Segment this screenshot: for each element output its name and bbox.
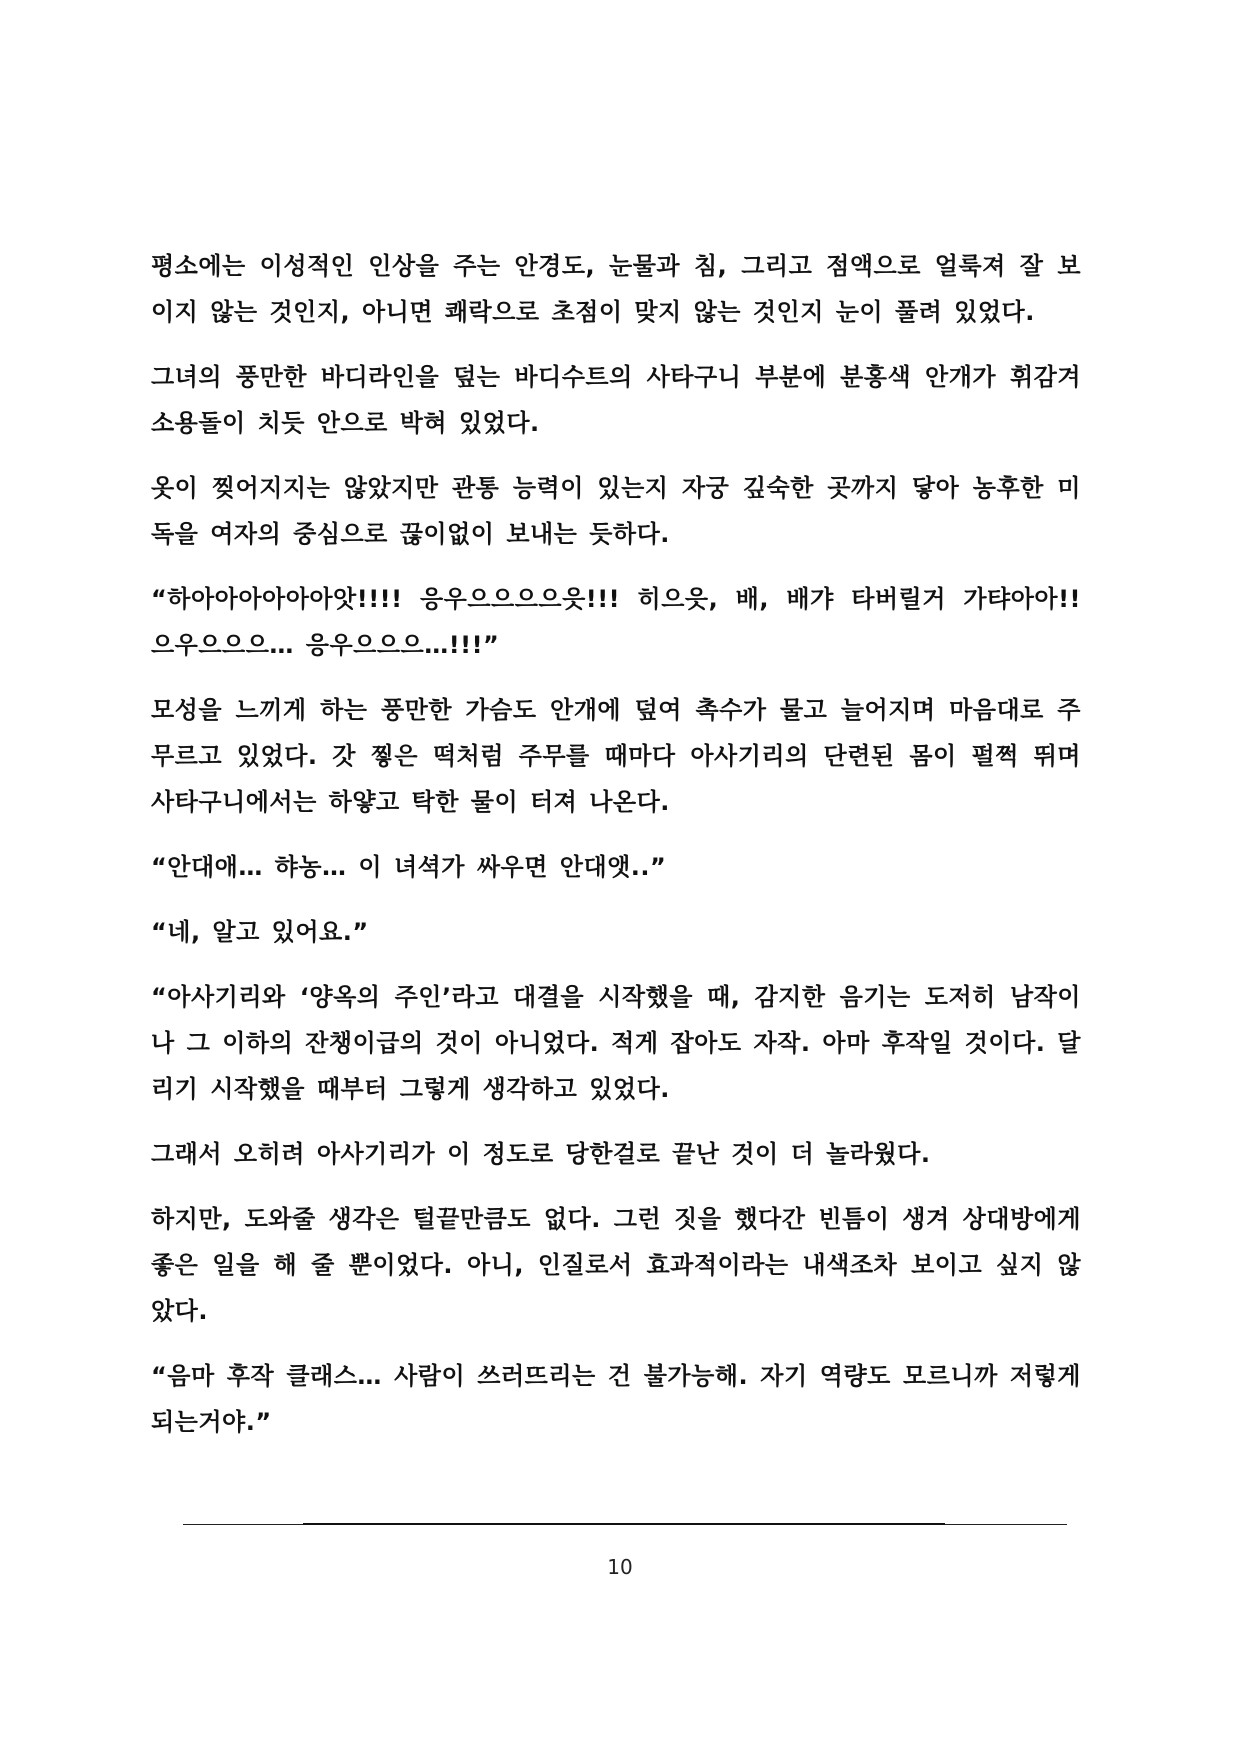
paragraph: 하지만, 도와줄 생각은 털끝만큼도 없다. 그런 짓을 했다간 빈틈이 생겨 상대방에게 좋은 일을 해 줄 뿐이었다. 아니, 인질로서 효과적이라는 내색조차 보이고 싶지 않았다.: [151, 1205, 1093, 1325]
paragraph: 그래서 오히려 아사기리가 이 정도로 당한걸로 끝난 것이 더 놀라웠다.: [151, 1140, 931, 1168]
page-number: 10: [607, 1555, 633, 1579]
dialogue-paragraph: “음마 후작 클래스… 사람이 쓰러뜨리는 건 불가능해. 자기 역량도 모르니까 저렇게 되는거야.”: [151, 1362, 1093, 1436]
dialogue-paragraph: “네, 알고 있어요.”: [151, 918, 369, 946]
paragraph: 평소에는 이성적인 인상을 주는 안경도, 눈물과 침, 그리고 점액으로 얼룩져 잘 보이지 않는 것인지, 아니면 쾌락으로 초점이 맞지 않는 것인지 눈이 풀려 있었다.: [151, 252, 1081, 326]
footer-divider-accent: [303, 1523, 945, 1525]
paragraph: 모성을 느끼게 하는 풍만한 가슴도 안개에 덮여 촉수가 물고 늘어지며 마음대로 주무르고 있었다. 갓 찧은 떡처럼 주무를 때마다 아사기리의 단련된 몸이 펄쩍 뛰며 사타구니에서는 하얗고 탁한 물이 터져 나온다.: [151, 696, 1093, 816]
body-text: [151, 243, 1093, 1464]
dialogue-paragraph: “하아아아아아아앗!!!! 응우으으으으읏!!! 히으읏, 배, 배갸 타버릴거 가탸아아!! 으우으으으… 응우으으으…!!!”: [151, 585, 1093, 659]
paragraph: 그녀의 풍만한 바디라인을 덮는 바디수트의 사타구니 부분에 분홍색 안개가 휘감겨 소용돌이 치듯 안으로 박혀 있었다.: [151, 363, 1093, 437]
dialogue-paragraph: “안대애… 햐농… 이 녀셕가 싸우면 안대앳..”: [151, 853, 667, 881]
paragraph: 옷이 찢어지지는 않았지만 관통 능력이 있는지 자궁 깊숙한 곳까지 닿아 농후한 미독을 여자의 중심으로 끊이없이 보내는 듯하다.: [151, 474, 1081, 548]
dialogue-paragraph: “아사기리와 ‘양옥의 주인’라고 대결을 시작했을 때, 감지한 음기는 도저히 남작이나 그 이하의 잔챙이급의 것이 아니었다. 적게 잡아도 자작. 아마 후작일 것이다. 달리기 시작했을 때부터 그렇게 생각하고 있었다.: [151, 983, 1081, 1103]
